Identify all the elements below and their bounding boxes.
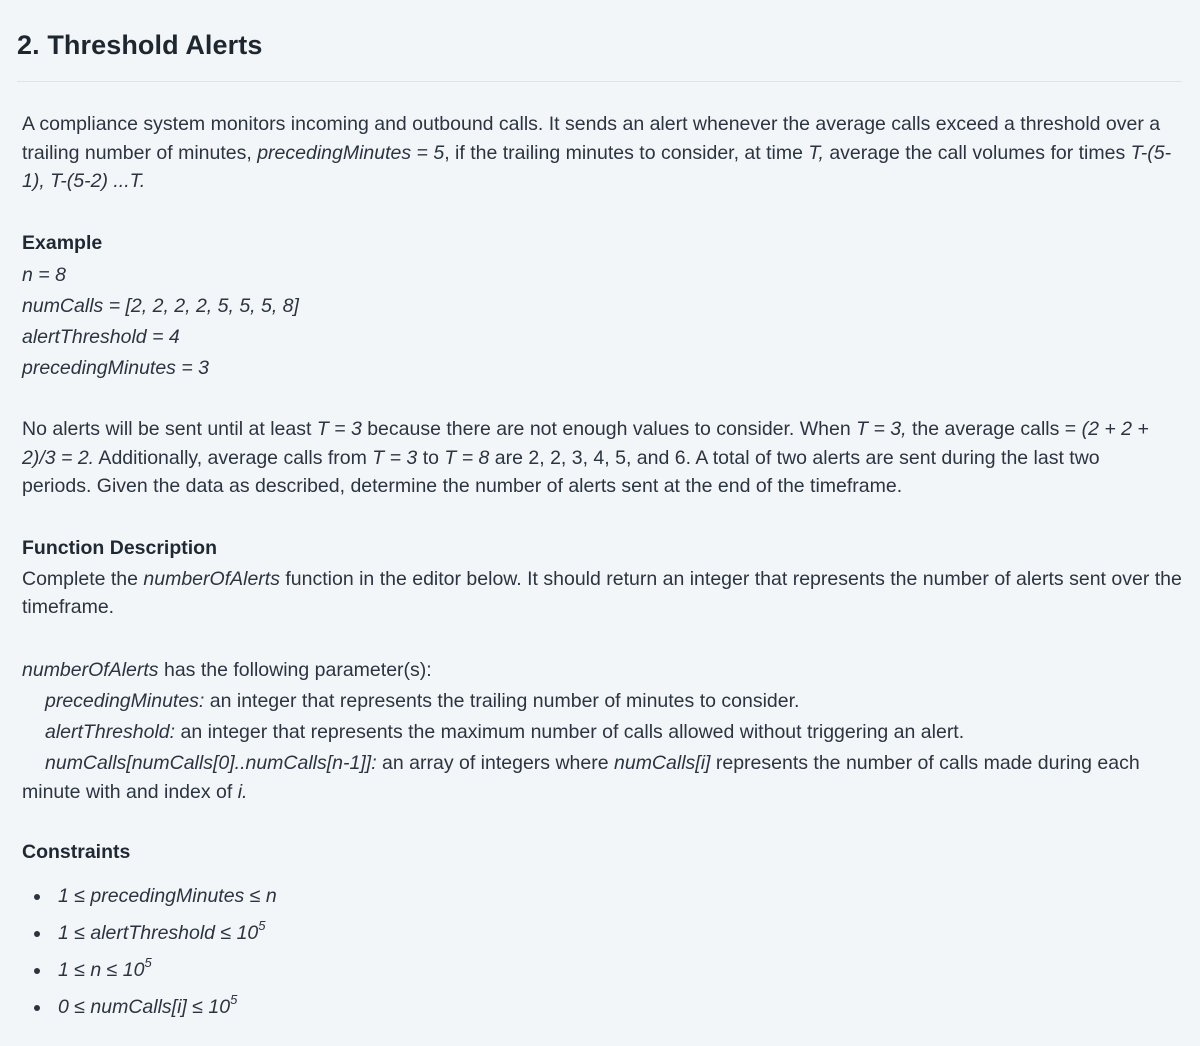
explanation-text-4: Additionally, average calls from (94, 446, 373, 469)
parameter-num-calls-desc-1: an array of integers where (376, 752, 614, 774)
explanation-expr-1: T = 3 (316, 418, 362, 440)
intro-text-2: , if the trailing minutes to consider, at time (444, 141, 809, 164)
parameter-alert-threshold (22, 717, 1182, 748)
function-description-text (22, 565, 1182, 622)
explanation-expr-5: T = 8 (444, 446, 490, 469)
intro-time-var: T, (808, 141, 824, 164)
explanation-text-2: because there are not enough values to consider. When (361, 418, 857, 440)
example-section (22, 229, 299, 384)
page-title: 2. Threshold Alerts (17, 30, 263, 60)
example-heading: Example (22, 232, 103, 254)
parameter-num-calls-index: numCalls[i] (614, 752, 711, 774)
constraint-base: 10 (236, 921, 259, 944)
explanation-paragraph (22, 415, 1172, 501)
constraint-text: 1 ≤ precedingMinutes ≤ n (58, 884, 277, 907)
constraint-exponent: 5 (144, 954, 152, 970)
parameter-preceding-minutes (22, 686, 1182, 717)
intro-paragraph (22, 110, 1182, 196)
parameters-section (22, 655, 1182, 806)
parameter-alert-threshold-desc: an integer that represents the maximum number of calls allowed without triggering an alert. (175, 721, 965, 743)
constraints-heading: Constraints (22, 841, 131, 863)
function-name: numberOfAlerts (143, 567, 280, 590)
explanation-expr-3: (2 + 2 + 2)/3 = 2. (22, 418, 1149, 469)
parameter-num-calls-desc-2: represents the number of calls made during each minute with and index of (22, 752, 1140, 803)
constraint-exponent: 5 (230, 991, 238, 1007)
constraint-text: 0 ≤ numCalls[i] ≤ (58, 995, 209, 1018)
title-divider (17, 81, 1182, 82)
explanation-text-5: to (417, 446, 445, 469)
example-line-numcalls: numCalls = [2, 2, 2, 2, 5, 5, 5, 8] (22, 294, 299, 317)
constraint-item (22, 915, 1182, 952)
intro-text-1: A compliance system monitors incoming and outbound calls. It sends an alert whenever the average calls exceed a threshold over a trailing number of minutes, (22, 113, 1161, 164)
constraint-item (22, 878, 1182, 915)
explanation-text-3: the average calls = (906, 418, 1082, 440)
explanation-expr-2: T = 3, (856, 418, 907, 440)
example-line-preceding-minutes: precedingMinutes = 3 (22, 357, 209, 380)
intro-text-3: average the call volumes for times (823, 141, 1131, 164)
explanation-text-1: No alerts will be sent until at least (22, 418, 317, 440)
function-description-text-2: function in the editor below. It should return an integer that represents the number of alerts sent over the timeframe. (22, 567, 1182, 618)
function-description-text-1: Complete the (22, 567, 144, 590)
constraints-section (22, 838, 1182, 1026)
constraint-item (22, 952, 1182, 989)
constraint-base: 10 (122, 958, 145, 981)
parameter-preceding-minutes-desc: an integer that represents the trailing number of minutes to consider. (204, 690, 800, 712)
constraints-list (22, 878, 1182, 1026)
constraint-base: 10 (208, 995, 231, 1018)
example-line-n: n = 8 (22, 263, 66, 286)
parameter-num-calls (22, 749, 1182, 806)
constraint-exponent: 5 (258, 917, 266, 933)
explanation-expr-4: T = 3 (372, 446, 418, 469)
parameter-preceding-minutes-name: precedingMinutes: (45, 690, 205, 712)
parameter-num-calls-name: numCalls[numCalls[0]..numCalls[n-1]]: (45, 752, 377, 774)
explanation-text-6: are 2, 2, 3, 4, 5, and 6. A total of two alerts are sent during the last two periods. Given the data as described, determine the number of alerts sent at the end of the timeframe. (22, 446, 1100, 497)
function-description-heading: Function Description (22, 537, 217, 559)
function-description-section (22, 534, 1182, 622)
parameter-index-var: i. (237, 780, 248, 803)
parameters-intro-text: has the following parameter(s): (158, 659, 432, 681)
constraint-text: 1 ≤ n ≤ (58, 958, 123, 981)
constraint-text: 1 ≤ alertThreshold ≤ (58, 921, 237, 944)
intro-times-range: T-(5-1), T-(5-2) ...T. (22, 141, 1172, 192)
parameters-function-name: numberOfAlerts (22, 659, 159, 681)
parameters-intro (22, 655, 1182, 686)
parameter-alert-threshold-name: alertThreshold: (45, 721, 176, 743)
constraint-item (22, 989, 1182, 1026)
intro-preceding-minutes: precedingMinutes = 5 (257, 141, 445, 164)
example-line-alert-threshold: alertThreshold = 4 (22, 325, 180, 348)
